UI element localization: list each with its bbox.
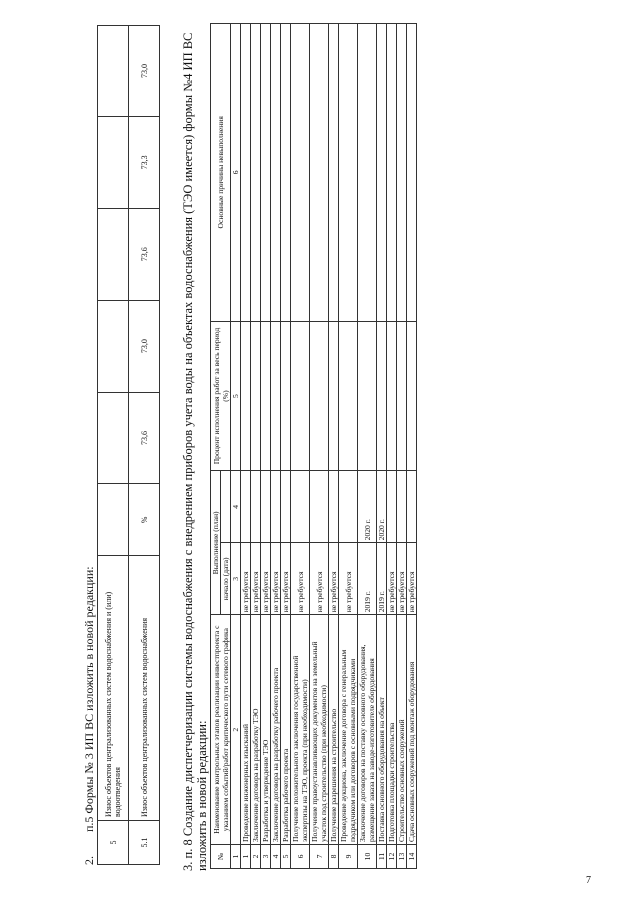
row-reasons [271, 24, 281, 322]
row-value: 73,3 [129, 116, 160, 208]
row-value: 73,6 [129, 392, 160, 484]
row-number: 10 [358, 845, 377, 869]
row-value [98, 392, 129, 484]
col-header-start: начало (дата) [221, 543, 231, 615]
row-percent [241, 321, 251, 471]
table-row [358, 24, 377, 869]
row-percent [387, 321, 397, 471]
table-row [407, 24, 417, 869]
row-reasons [407, 24, 417, 322]
row-number: 2 [251, 845, 261, 869]
row-percent [251, 321, 261, 471]
column-number: 3 [231, 543, 241, 615]
table-row [129, 26, 160, 865]
row-end [271, 471, 281, 543]
table-row [281, 24, 291, 869]
row-reasons [339, 24, 358, 322]
row-number: 7 [310, 845, 329, 869]
row-start: не требуется [329, 543, 339, 615]
row-value [98, 208, 129, 300]
row-stage-name: Получение положительного заключения государственной экспертизы на ТЭО, проекта (при необходимости) [291, 615, 310, 845]
section1-heading-num: 2. [82, 856, 96, 865]
table-row [241, 24, 251, 869]
table-row [271, 24, 281, 869]
row-end [397, 471, 407, 543]
row-reasons [329, 24, 339, 322]
col-header-name: Наименование контрольных этапов реализации инвестпроекта с указанием событий/работ критического пути сетевого графика [211, 615, 231, 845]
row-reasons [261, 24, 271, 322]
row-stage-name: Заключение договора на разработку ТЭО [251, 615, 261, 845]
row-number: 5 [98, 821, 129, 865]
row-start: 2019 г. [358, 543, 377, 615]
table-row [261, 24, 271, 869]
row-percent [358, 321, 377, 471]
row-start: не требуется [387, 543, 397, 615]
row-percent [377, 321, 387, 471]
row-number: 8 [329, 845, 339, 869]
row-end [339, 471, 358, 543]
table-row [377, 24, 387, 869]
row-number: 5.1 [129, 821, 160, 865]
row-reasons [281, 24, 291, 322]
row-reasons [397, 24, 407, 322]
row-start: не требуется [397, 543, 407, 615]
page-number: 7 [586, 875, 591, 886]
row-number: 4 [271, 845, 281, 869]
row-end [291, 471, 310, 543]
row-end [261, 471, 271, 543]
table-row [339, 24, 358, 869]
row-end [310, 471, 329, 543]
row-percent [261, 321, 271, 471]
table-row [387, 24, 397, 869]
col-header-end [221, 471, 231, 543]
row-percent [310, 321, 329, 471]
section2-heading: 3. п. 8 Создание диспетчеризации системы водоснабжения с внедрением приборов учета воды на объектах водоснабжения (ТЭО имеется) формы №4 ИП ВС изложить в новой редакции: [181, 32, 209, 871]
row-value [98, 300, 129, 392]
row-number: 5 [281, 845, 291, 869]
col-header-num: № [211, 845, 231, 869]
row-reasons [251, 24, 261, 322]
row-stage-name: Заключение договора на разработку рабочего проекта [271, 615, 281, 845]
row-reasons [291, 24, 310, 322]
row-start: не требуется [251, 543, 261, 615]
row-name: Износ объектов централизованных систем водоснабжения [129, 556, 160, 821]
row-reasons [358, 24, 377, 322]
row-stage-name: Разработка и утверждение ТЭО [261, 615, 271, 845]
row-percent [329, 321, 339, 471]
column-number: 6 [231, 24, 241, 322]
row-end: 2020 г. [377, 471, 387, 543]
row-percent [407, 321, 417, 471]
row-end [281, 471, 291, 543]
col-header-reasons: Основные причины невыполнения [211, 24, 231, 322]
row-start: не требуется [241, 543, 251, 615]
row-end: 2020 г. [358, 471, 377, 543]
row-stage-name: Получение правоустанавливающих документов на земельный участок под строительство (при необходимости) [310, 615, 329, 845]
row-number: 12 [387, 845, 397, 869]
row-stage-name: Поставка основного оборудования на объект [377, 615, 387, 845]
row-stage-name: Сдача основных сооружений под монтаж оборудования [407, 615, 417, 845]
row-number: 3 [261, 845, 271, 869]
row-reasons [310, 24, 329, 322]
table-row [310, 24, 329, 869]
column-number: 2 [231, 615, 241, 845]
row-end [251, 471, 261, 543]
row-start: не требуется [407, 543, 417, 615]
row-stage-name: Разработка рабочего проекта [281, 615, 291, 845]
row-reasons [377, 24, 387, 322]
row-unit [98, 484, 129, 556]
row-start: не требуется [339, 543, 358, 615]
row-stage-name: Подготовка площадки строительства [387, 615, 397, 845]
table-row [251, 24, 261, 869]
milestones-table [210, 23, 417, 869]
row-value: 73,6 [129, 208, 160, 300]
col-header-percent: Процент исполнения работ за весь период (%) [211, 321, 231, 471]
row-value [98, 26, 129, 117]
row-number: 13 [397, 845, 407, 869]
row-number: 6 [291, 845, 310, 869]
row-unit: % [129, 484, 160, 556]
row-start: не требуется [281, 543, 291, 615]
row-value: 73,0 [129, 300, 160, 392]
col-header-execution: Выполнение (план) [211, 471, 221, 615]
row-value: 73,0 [129, 26, 160, 117]
row-start: не требуется [310, 543, 329, 615]
row-start: не требуется [291, 543, 310, 615]
section1-heading [82, 542, 97, 865]
wear-table [97, 25, 160, 865]
row-stage-name: Проведение инженерных изысканий [241, 615, 251, 845]
row-reasons [241, 24, 251, 322]
row-percent [271, 321, 281, 471]
column-number: 5 [231, 321, 241, 471]
row-end [241, 471, 251, 543]
row-end [329, 471, 339, 543]
row-percent [291, 321, 310, 471]
row-percent [281, 321, 291, 471]
row-stage-name: Получение разрешения на строительство [329, 615, 339, 845]
row-start: не требуется [261, 543, 271, 615]
table-row [329, 24, 339, 869]
column-number: 1 [231, 845, 241, 869]
row-start: 2019 г. [377, 543, 387, 615]
section1-heading-text: п.5 Формы № 3 ИП ВС изложить в новой редакции: [82, 566, 96, 832]
row-number: 1 [241, 845, 251, 869]
row-number: 11 [377, 845, 387, 869]
row-value [98, 116, 129, 208]
row-percent [339, 321, 358, 471]
row-percent [397, 321, 407, 471]
row-start: не требуется [271, 543, 281, 615]
row-end [407, 471, 417, 543]
row-stage-name: Заключение договоров на поставку основного оборудования, размещение заказа на заводе-изготовителе оборудования [358, 615, 377, 845]
table-row [397, 24, 407, 869]
table-row [291, 24, 310, 869]
table-row [98, 26, 129, 865]
row-end [387, 471, 397, 543]
row-reasons [387, 24, 397, 322]
row-stage-name: Проведение аукциона, заключение договора с генеральным подрядчиком или договоров с основными подрядчиками [339, 615, 358, 845]
row-number: 9 [339, 845, 358, 869]
row-number: 14 [407, 845, 417, 869]
row-name: Износ объектов централизованных систем водоснабжения и (или) водоотведения [98, 556, 129, 821]
column-number: 4 [231, 471, 241, 543]
row-stage-name: Строительство основных сооружений [397, 615, 407, 845]
